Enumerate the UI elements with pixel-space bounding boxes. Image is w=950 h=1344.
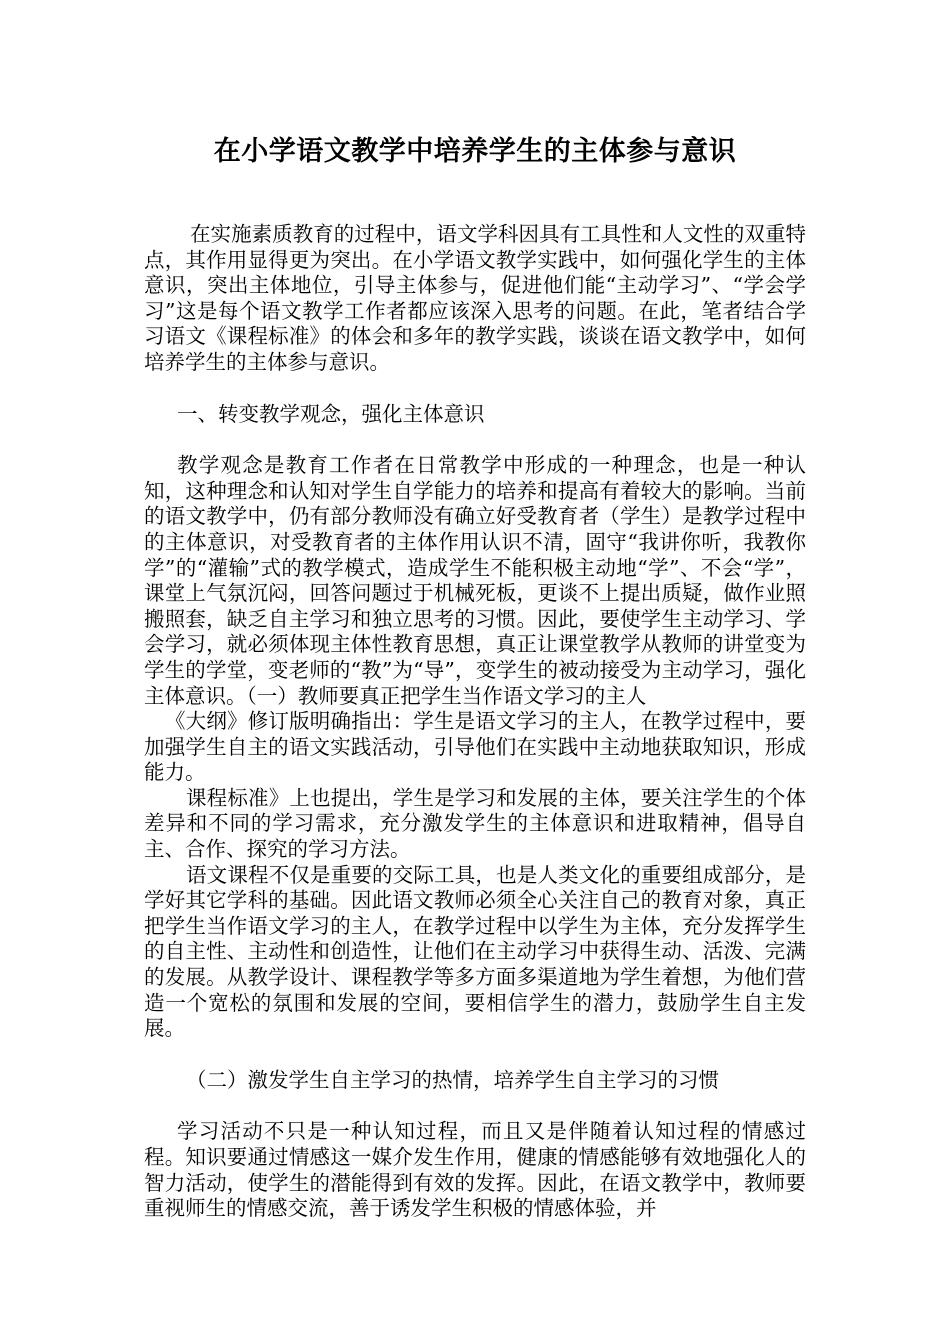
- section-heading-1: 一、转变教学观念，强化主体意识: [177, 401, 485, 426]
- document-body: [144, 222, 806, 1222]
- paragraph-5: 学习活动不只是一种认知过程，而且又是伴随着认知过程的情感过程。知识要通过情感这一媒介发生作用，健康的情感能够有效地强化人的智力活动，使学生的潜能得到有效的发挥。因此，在语文教学中，教师要重视师生的情感交流，善于诱发学生积极的情感体验，并: [144, 1119, 806, 1221]
- paragraph-gap: [144, 376, 806, 402]
- paragraph-3: 课程标准》上也提出，学生是学习和发展的主体，要关注学生的个体差异和不同的学习需求，充分激发学生的主体意识和进取精神，倡导自主、合作、探究的学习方法。: [144, 785, 806, 862]
- paragraph-intro: 在实施素质教育的过程中，语文学科因具有工具性和人文性的双重特点，其作用显得更为突出。在小学语文教学实践中，如何强化学生的主体意识，突出主体地位，引导主体参与，促进他们能“主动学习”、“学会学习”这是每个语文教学工作者都应该深入思考的问题。在此，笔者结合学习语文《课程标准》的体会和多年的教学实践，谈谈在语文教学中，如何培养学生的主体参与意识。: [144, 222, 806, 374]
- paragraph-gap: [144, 1042, 806, 1068]
- paragraph-gap: [144, 427, 806, 453]
- paragraph-2: 《大纲》修订版明确指出：学生是语文学习的主人，在教学过程中，要加强学生自主的语文实践活动，引导他们在实践中主动地获取知识，形成能力。: [144, 709, 806, 785]
- document-title: 在小学语文教学中培养学生的主体参与意识: [213, 136, 737, 167]
- paragraph-1: 教学观念是教育工作者在日常教学中形成的一种理念，也是一种认知，这种理念和认知对学生自学能力的培养和提高有着较大的影响。当前的语文教学中，仍有部分教师没有确立好受教育者（学生）是教学过程中的主体意识，对受教育者的主体作用认识不清，固守“我讲你听，我教你学”的“灌输”式的教学模式，造成学生不能积极主动地“学”、不会“学”，课堂上气氛沉闷，回答问题过于机械死板，更谈不上提出质疑，做作业照搬照套，缺乏自主学习和独立思考的习惯。因此，要使学生主动学习、学会学习，就必须体现主体性教育思想，真正让课堂教学从教师的讲堂变为学生的学堂，变老师的“教”为“导”，变学生的被动接受为主动学习，强化主体意识。（一）教师要真正把学生当作语文学习的主人: [144, 453, 806, 708]
- section-heading-2: （二）激发学生自主学习的热情，培养学生自主学习的习惯: [186, 1067, 719, 1092]
- paragraph-4: 语文课程不仅是重要的交际工具，也是人类文化的重要组成部分，是学好其它学科的基础。因此语文教师必须全心关注自己的教育对象，真正把学生当作语文学习的主人，在教学过程中以学生为主体，充分发挥学生的自主性、主动性和创造性，让他们在主动学习中获得生动、活泼、完满的发展。从教学设计、课程教学等多方面多渠道地为学生着想，为他们营造一个宽松的氛围和发展的空间，要相信学生的潜力，鼓励学生自主发展。: [144, 862, 806, 1041]
- paragraph-gap: [144, 1093, 806, 1119]
